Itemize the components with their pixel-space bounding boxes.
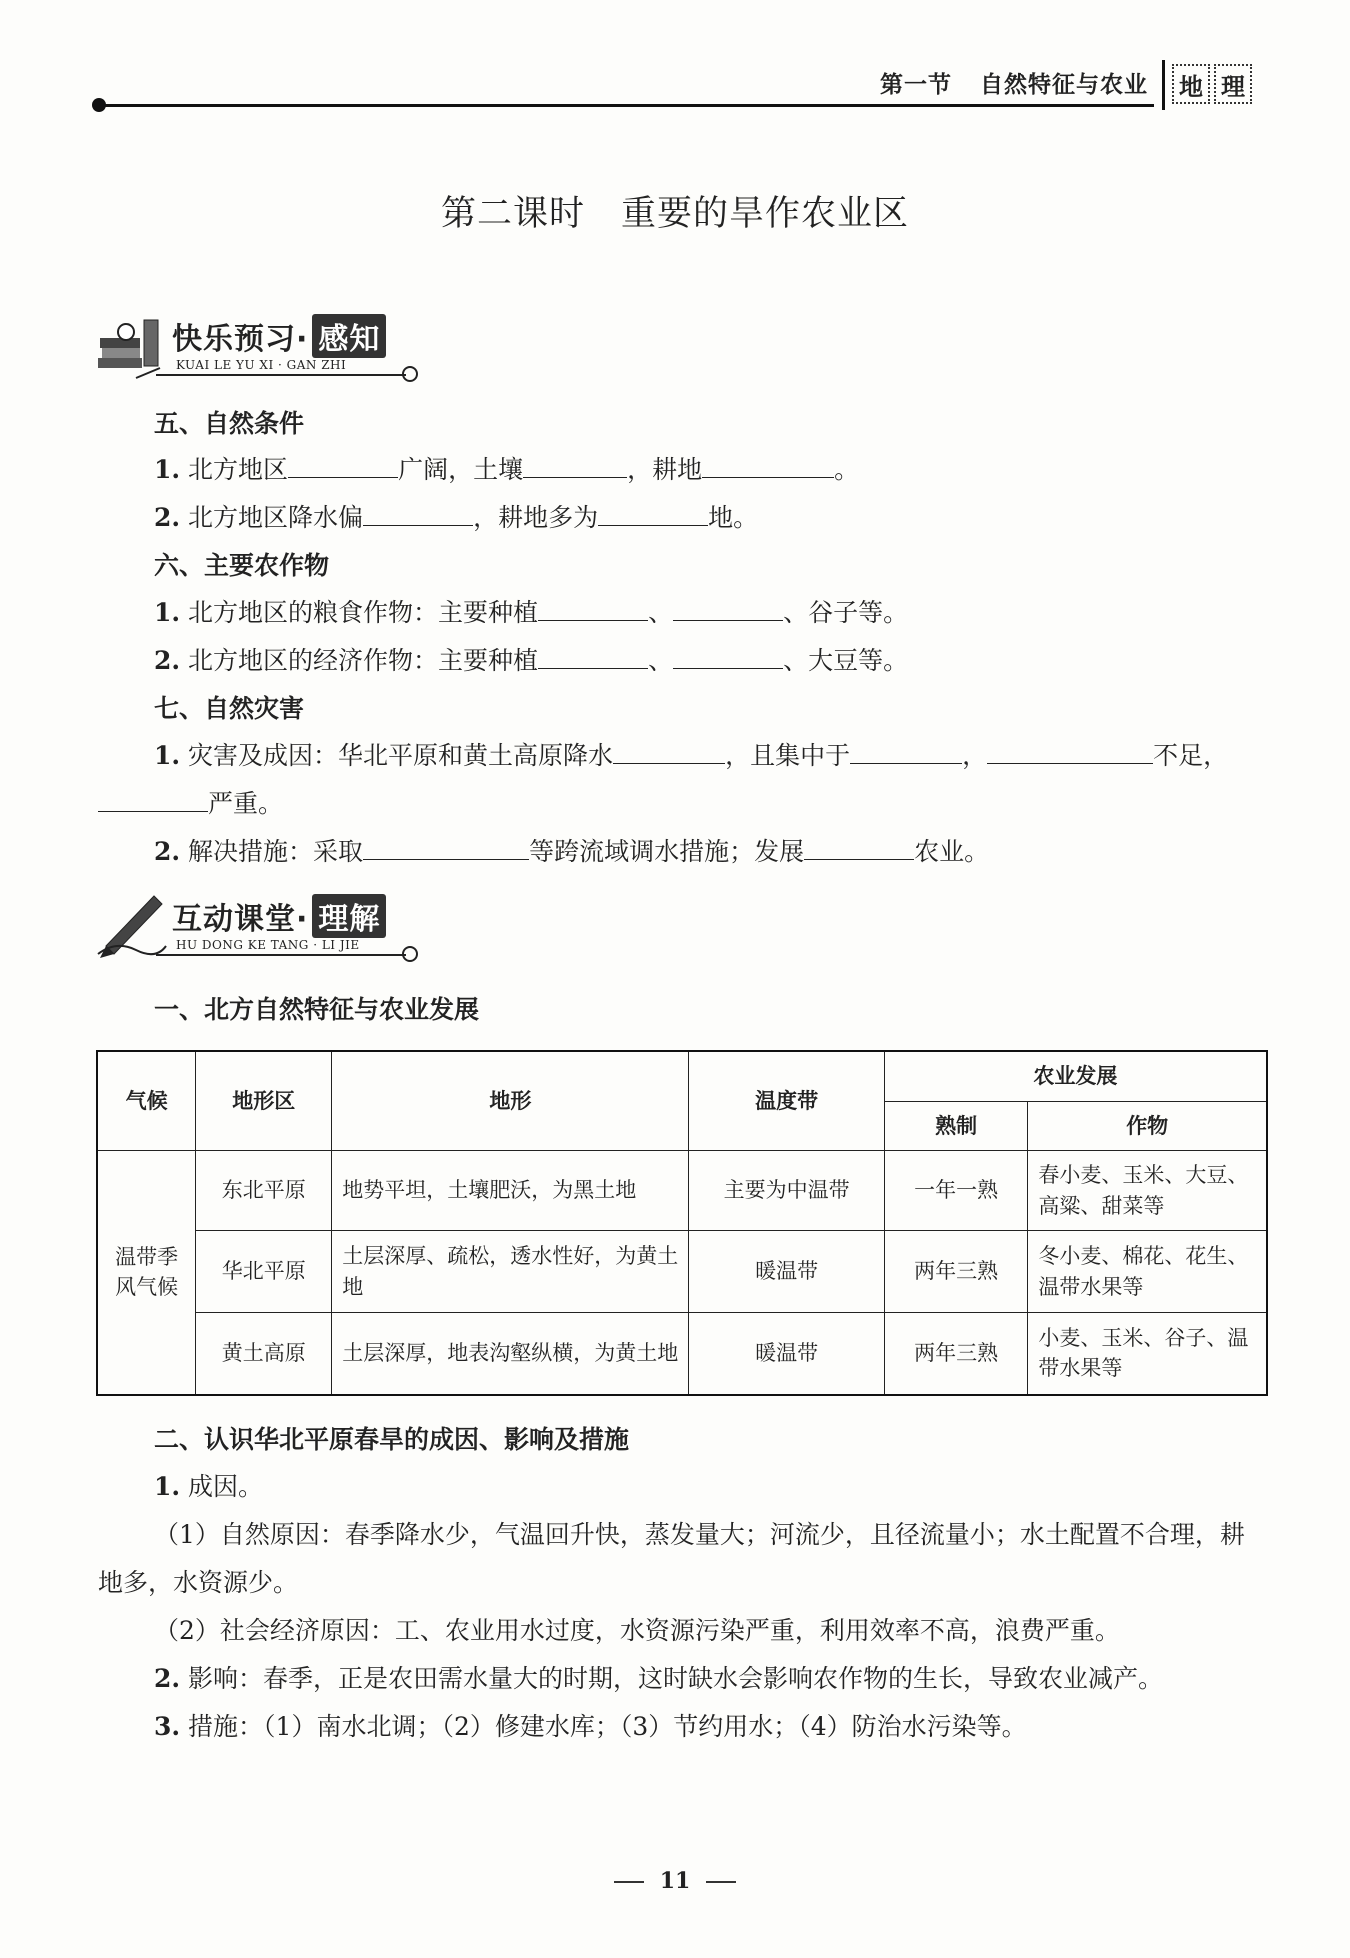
para-impact: [154, 1659, 1163, 1695]
q-text: 、: [648, 646, 674, 675]
answer-blank[interactable]: [363, 501, 473, 526]
table-row: [97, 1231, 1267, 1313]
page-title: 第二课时 重要的旱作农业区: [440, 194, 909, 234]
answer-blank[interactable]: [702, 453, 834, 478]
p-text: 影响：春季，正是农田需水量大的时期，这时缺水会影响农作物的生长，导致农业减产。: [180, 1664, 1164, 1693]
answer-blank[interactable]: [804, 835, 914, 860]
banner-title: 快乐预习· 感知: [172, 314, 386, 358]
cell-terrain: 土层深厚，地表沟壑纵横，为黄土地: [332, 1313, 689, 1395]
pen-writing-icon: [96, 888, 168, 960]
banner-title: 互动课堂· 理解: [172, 894, 386, 938]
q-text: ，且集中于: [725, 741, 851, 770]
books-pencil-icon: [96, 308, 168, 380]
q-text: 、大豆等。: [783, 646, 909, 675]
banner-preview: [96, 308, 426, 388]
banner-ring: [402, 946, 418, 962]
heading-natural-conditions: 五、自然条件: [154, 409, 305, 438]
para-causes: [154, 1467, 263, 1503]
subject-char: 地: [1172, 64, 1210, 104]
p-num: 2.: [154, 1664, 181, 1693]
q-text: 北方地区: [180, 455, 289, 484]
answer-blank[interactable]: [538, 596, 648, 621]
q-text: 北方地区降水偏: [180, 503, 364, 532]
answer-blank[interactable]: [850, 739, 962, 764]
q-text: 农业。: [914, 837, 990, 866]
heading-main-crops: 六、主要农作物: [154, 551, 330, 580]
cell-climate: 温带季风气候: [97, 1151, 196, 1395]
q-text: 、谷子等。: [783, 598, 909, 627]
q5-2: [154, 498, 758, 534]
cell-system: 两年三熟: [884, 1313, 1028, 1395]
heading-north-features: 一、北方自然特征与农业发展: [154, 995, 480, 1024]
q5-1: [154, 450, 859, 486]
table-row: [97, 1313, 1267, 1395]
cell-temp-zone: 主要为中温带: [689, 1151, 884, 1231]
q-text: 北方地区的经济作物：主要种植: [180, 646, 539, 675]
header-rule: [96, 104, 1154, 107]
answer-blank[interactable]: [673, 596, 783, 621]
header-agri: 农业发展: [884, 1051, 1267, 1101]
q6-2: [154, 641, 908, 677]
p-num: 1.: [154, 1472, 181, 1501]
answer-blank[interactable]: [613, 739, 725, 764]
agriculture-table: [96, 1050, 1268, 1396]
answer-blank[interactable]: [673, 644, 783, 669]
banner-underline: [156, 374, 406, 376]
q6-1: [154, 593, 908, 629]
banner-underline: [156, 954, 406, 956]
q-text: ，: [962, 741, 988, 770]
subject-char: 理: [1214, 64, 1252, 104]
para-natural-causes: （1）自然原因：春季降水少，气温回升快，蒸发量大；河流少，且径流量小；水土配置不合理，耕: [154, 1520, 1245, 1549]
header-section: 第一节: [880, 71, 952, 98]
q-num: 1.: [154, 598, 181, 627]
answer-blank[interactable]: [288, 453, 398, 478]
header-region: 地形区: [196, 1051, 332, 1151]
header-terrain: 地形: [332, 1051, 689, 1151]
q7-2: [154, 832, 989, 868]
cell-system: 两年三熟: [884, 1231, 1028, 1313]
q-num: 2.: [154, 646, 181, 675]
para-social-causes: （2）社会经济原因：工、农业用水过度，水资源污染严重，利用效率不高，浪费严重。: [154, 1616, 1120, 1645]
header-climate: 气候: [97, 1051, 196, 1151]
cell-crops: 春小麦、玉米、大豆、高粱、甜菜等: [1028, 1151, 1267, 1231]
subject-label: [1172, 64, 1256, 104]
q-num: 1.: [154, 455, 181, 484]
page-number: 11: [659, 1868, 691, 1894]
q-text: 不足，: [1153, 741, 1229, 770]
q-num: 1.: [154, 741, 181, 770]
cell-region: 华北平原: [196, 1231, 332, 1313]
q-text: 。: [834, 455, 860, 484]
para-natural-causes-cont: 地多，水资源少。: [98, 1568, 299, 1597]
q-text: 、: [648, 598, 674, 627]
header-topic: 自然特征与农业: [980, 71, 1148, 98]
banner-tag: 感知: [312, 314, 386, 358]
banner-main-text: 互动课堂: [172, 902, 296, 937]
header-system: 熟制: [884, 1101, 1028, 1151]
cell-temp-zone: 暖温带: [689, 1231, 884, 1313]
q-text: ，耕地多为: [473, 503, 599, 532]
q-text: 严重。: [208, 789, 284, 818]
cell-terrain: 土层深厚、疏松，透水性好，为黄土地: [332, 1231, 689, 1313]
banner-pinyin: KUAI LE YU XI · GAN ZHI: [176, 358, 347, 372]
cell-crops: 小麦、玉米、谷子、温带水果等: [1028, 1313, 1267, 1395]
answer-blank[interactable]: [598, 501, 708, 526]
cell-temp-zone: 暖温带: [689, 1313, 884, 1395]
answer-blank[interactable]: [523, 453, 627, 478]
running-header: [880, 66, 1176, 99]
q7-1-cont: [98, 784, 283, 820]
table-row: [97, 1151, 1267, 1231]
q-text: 北方地区的粮食作物：主要种植: [180, 598, 539, 627]
q-text: 广阔，土壤: [398, 455, 524, 484]
header-divider: [1162, 60, 1165, 110]
p-text: 成因。: [180, 1472, 264, 1501]
banner-class: [96, 888, 426, 968]
para-measures: [154, 1707, 1027, 1743]
table-header-row: [97, 1051, 1267, 1101]
cell-crops: 冬小麦、棉花、花生、温带水果等: [1028, 1231, 1267, 1313]
cell-region: 黄土高原: [196, 1313, 332, 1395]
footer-dash: [614, 1881, 644, 1883]
q-num: 2.: [154, 837, 181, 866]
p-text: 措施：（1）南水北调；（2）修建水库；（3）节约用水；（4）防治水污染等。: [180, 1712, 1027, 1741]
q-text: ，耕地: [627, 455, 703, 484]
header-temp-zone: 温度带: [689, 1051, 884, 1151]
q-text: 灾害及成因：华北平原和黄土高原降水: [180, 741, 614, 770]
answer-blank[interactable]: [98, 787, 208, 812]
footer-dash: [706, 1881, 736, 1883]
cell-system: 一年一熟: [884, 1151, 1028, 1231]
q-text: 等跨流域调水措施；发展: [529, 837, 805, 866]
q-num: 2.: [154, 503, 181, 532]
banner-ring: [402, 366, 418, 382]
p-num: 3.: [154, 1712, 181, 1741]
cell-terrain: 地势平坦，土壤肥沃，为黑土地: [332, 1151, 689, 1231]
banner-main-text: 快乐预习: [172, 322, 296, 357]
q7-1: [154, 736, 1228, 772]
cell-region: 东北平原: [196, 1151, 332, 1231]
answer-blank[interactable]: [538, 644, 648, 669]
answer-blank[interactable]: [987, 739, 1153, 764]
header-crops: 作物: [1028, 1101, 1267, 1151]
page-footer: [0, 1868, 1350, 1894]
banner-tag: 理解: [312, 894, 386, 938]
q-text: 解决措施：采取: [180, 837, 364, 866]
q-text: 地。: [708, 503, 759, 532]
answer-blank[interactable]: [363, 835, 529, 860]
heading-spring-drought: 二、认识华北平原春旱的成因、影响及措施: [154, 1425, 630, 1454]
heading-disasters: 七、自然灾害: [154, 694, 305, 723]
banner-pinyin: HU DONG KE TANG · LI JIE: [176, 938, 360, 952]
